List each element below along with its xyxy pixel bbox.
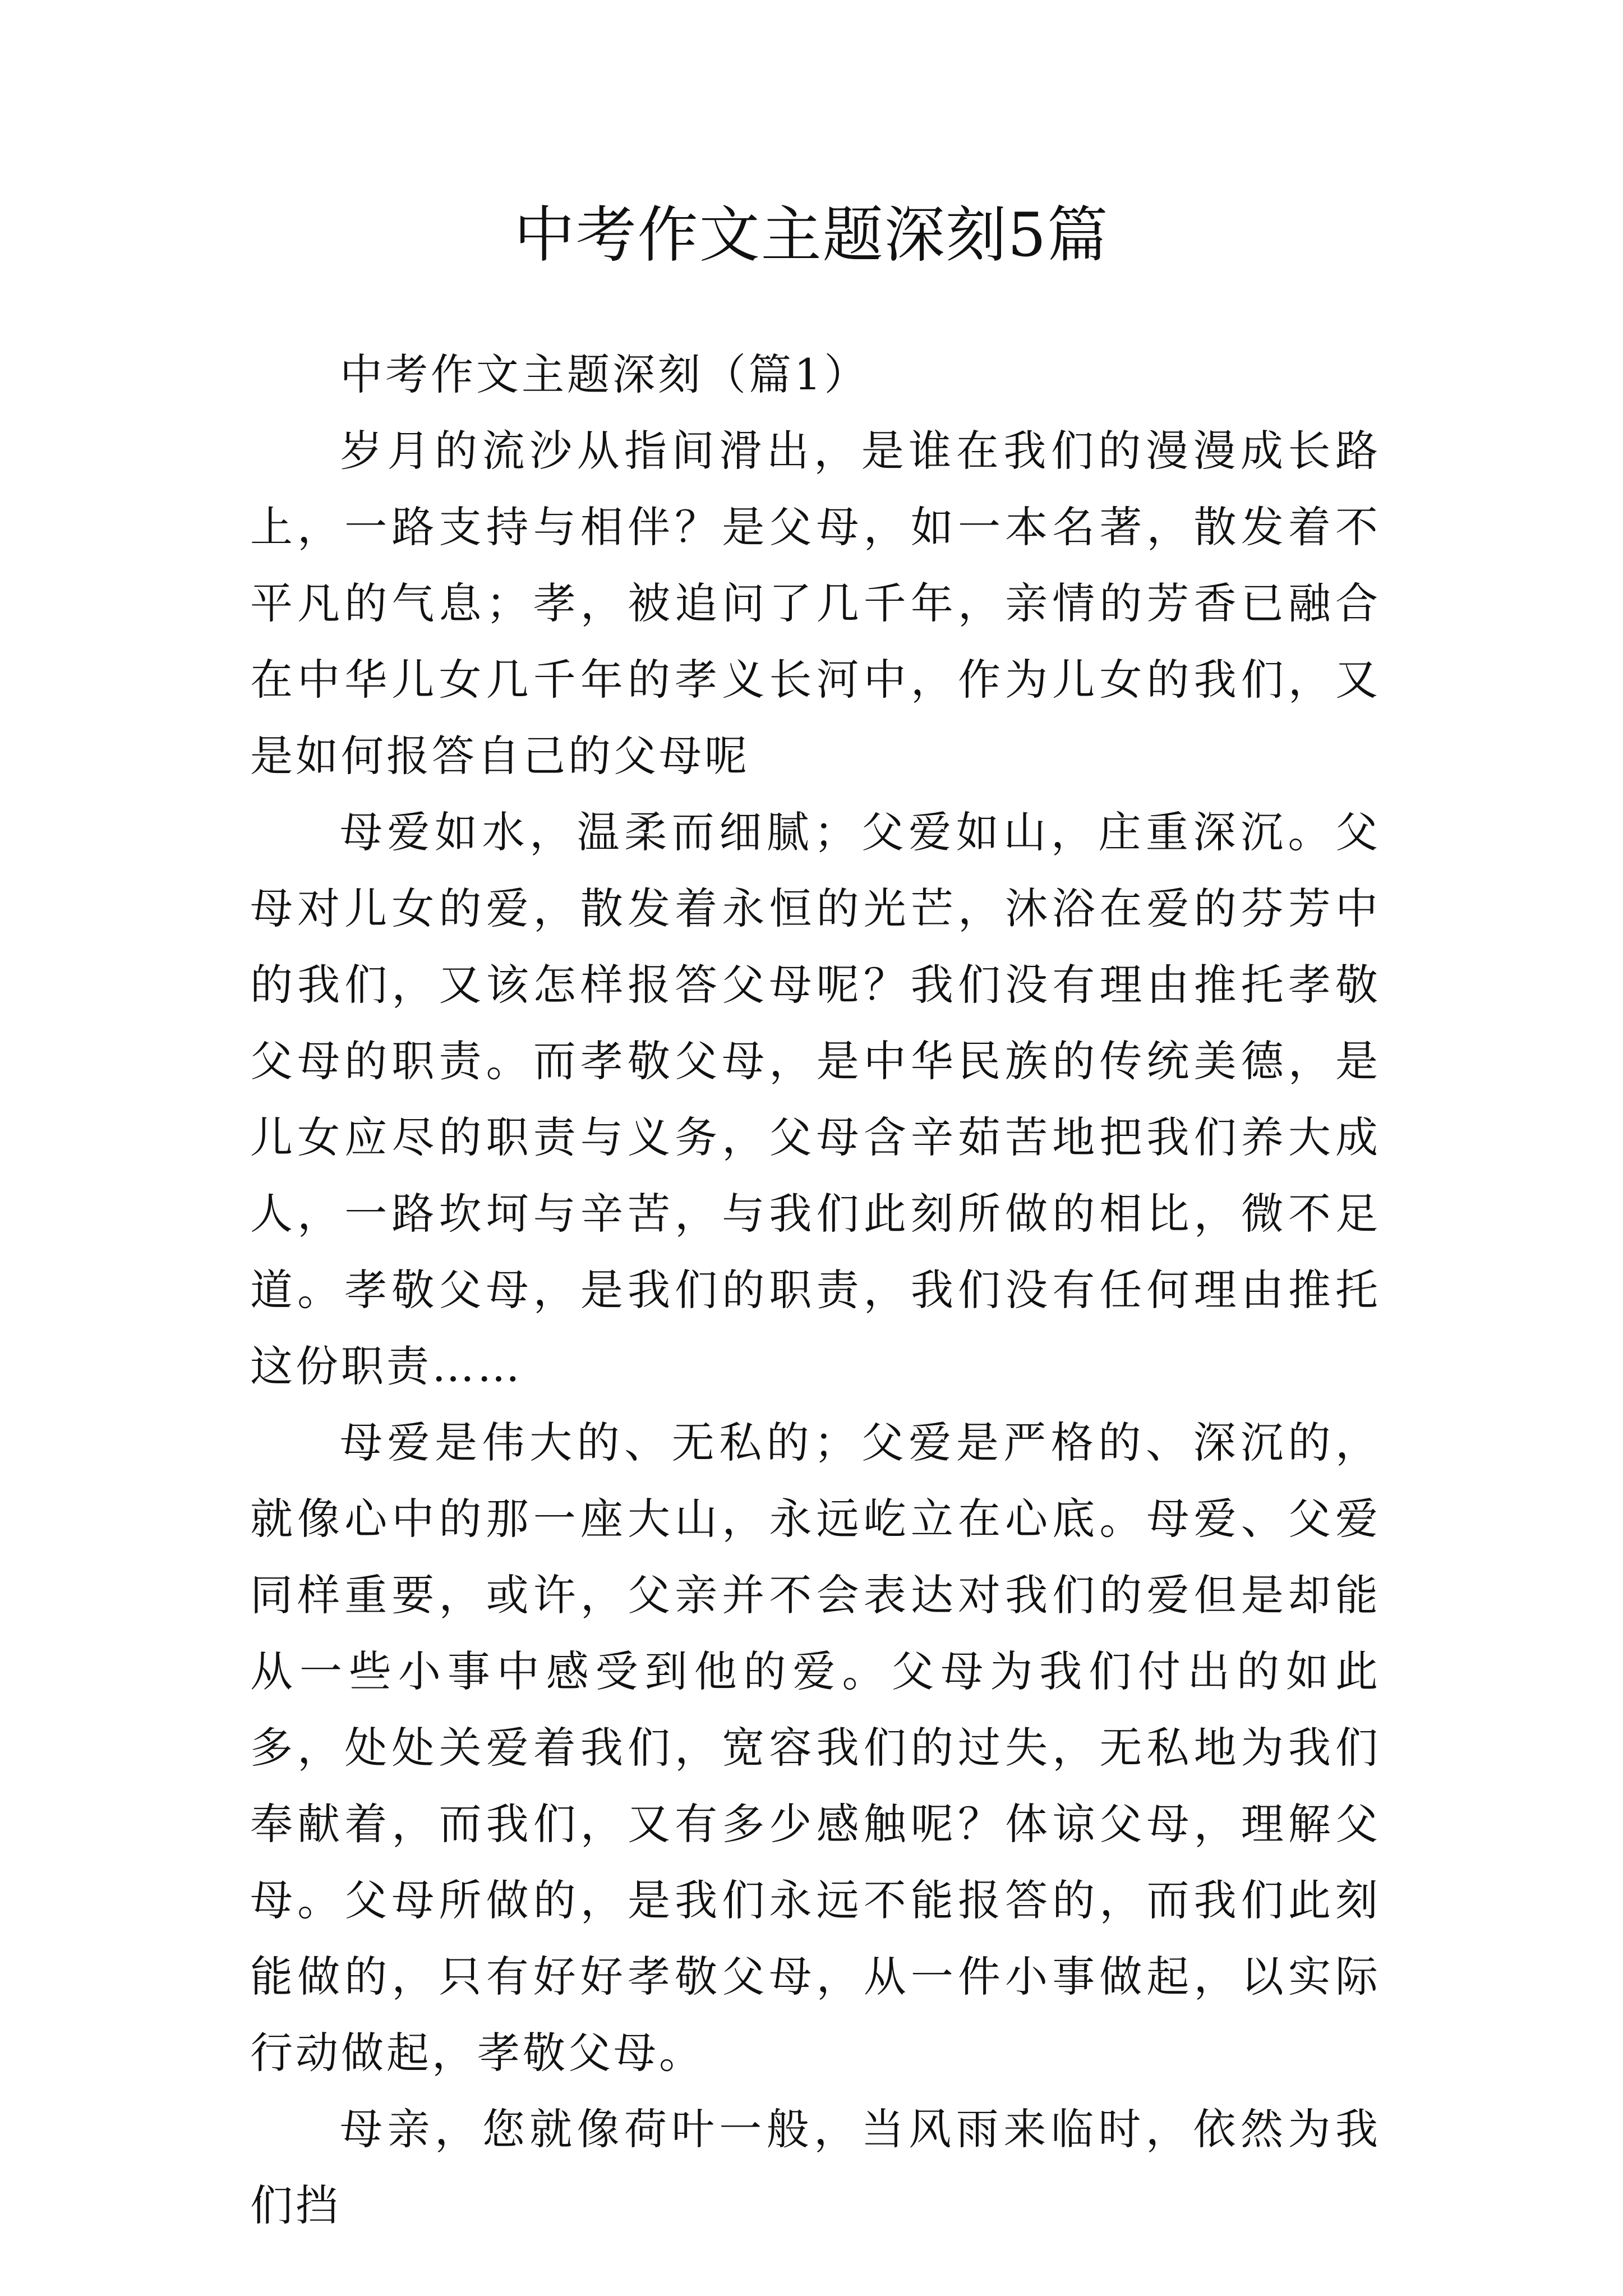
document-title: 中考作文主题深刻5篇 bbox=[514, 200, 1109, 270]
document-body bbox=[250, 337, 1381, 2244]
paragraph: 母爱如水，温柔而细腻；父爱如山，庄重深沉。父母对儿女的爱，散发着永恒的光芒，沐浴在爱的芬芳中的我们，又该怎样报答父母呢？我们没有理由推托孝敬父母的职责。而孝敬父母，是中华民族的传统美德，是儿女应尽的职责与义务，父母含辛茹苦地把我们养大成人，一路坎坷与辛苦，与我们此刻所做的相比，微不足道。孝敬父母，是我们的职责，我们没有任何理由推托这份职责…… bbox=[250, 807, 1381, 1391]
paragraph: 岁月的流沙从指间滑出，是谁在我们的漫漫成长路上，一路支持与相伴？是父母，如一本名著，散发着不平凡的气息；孝，被追问了几千年，亲情的芳香已融合在中华儿女几千年的孝义长河中，作为儿女的我们，又是如何报答自己的父母呢 bbox=[250, 426, 1381, 781]
paragraph: 母亲，您就像荷叶一般，当风雨来临时，依然为我们挡 bbox=[250, 2104, 1381, 2230]
section-heading: 中考作文主题深刻（篇1） bbox=[340, 349, 870, 399]
paragraph: 母爱是伟大的、无私的；父爱是严格的、深沉的，就像心中的那一座大山，永远屹立在心底。母爱、父爱同样重要，或许，父亲并不会表达对我们的爱但是却能从一些小事中感受到他的爱。父母为我们付出的如此多，处处关爱着我们，宽容我们的过失，无私地为我们奉献着，而我们，又有多少感触呢？体谅父母，理解父母。父母所做的，是我们永远不能报答的，而我们此刻能做的，只有好好孝敬父母，从一件小事做起，以实际行动做起，孝敬父母。 bbox=[250, 1418, 1381, 2078]
